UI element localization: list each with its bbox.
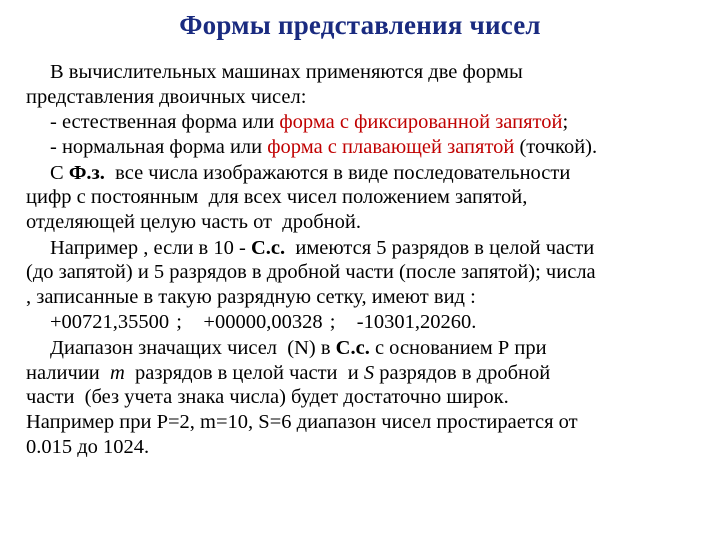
term-ss: С.с. [250, 236, 286, 259]
text-line: 0.015 до 1024. [26, 435, 150, 458]
paragraph-range [26, 336, 702, 460]
paragraph-fixed-point [26, 161, 702, 235]
variable-m: m [109, 361, 125, 384]
highlight-fixed-point: форма с фиксированной запятой [279, 111, 563, 134]
list-item-natural-form [26, 110, 702, 135]
variable-s: S [363, 361, 375, 384]
example-numbers: +00721,35500 ; +00000,00328 ; -10301,20260. [50, 311, 477, 334]
paragraph-example [26, 236, 702, 310]
text-segment: с основанием Р при [369, 336, 547, 359]
text-line: (до запятой) и 5 разрядов в дробной части (после запятой); числа [26, 261, 596, 284]
slide-body [26, 60, 702, 460]
text-line: отделяющей целую часть от дробной. [26, 211, 361, 234]
text-segment: ; [562, 111, 569, 134]
text-line: цифр с постоянным для всех чисел положением запятой, [26, 186, 528, 209]
text-segment: (точкой). [514, 136, 598, 159]
text-line: части (без учета знака числа) будет достаточно широк. [26, 386, 509, 409]
list-item-normal-form [26, 135, 702, 160]
text-segment: - естественная форма или [50, 111, 280, 134]
text-segment: имеются 5 разрядов в целой части [285, 236, 595, 259]
text-segment: наличии [26, 361, 110, 384]
paragraph-numbers [26, 310, 702, 335]
text-line: Например при Р=2, m=10, S=6 диапазон чисел простирается от [26, 411, 578, 434]
text-segment: разрядов в целой части и [124, 361, 364, 384]
text-line: В вычислительных машинах применяются две формы [50, 61, 523, 83]
highlight-floating-point: форма с плавающей запятой [267, 136, 515, 159]
paragraph-intro [26, 60, 702, 110]
term-fz: Ф.з. [68, 161, 105, 184]
term-ss: С.с. [335, 336, 370, 359]
slide-title: Формы представления чисел [179, 10, 541, 40]
text-line: представления двоичных чисел: [26, 85, 307, 108]
text-segment: Например , если в 10 - [50, 236, 251, 259]
text-segment: все числа изображаются в виде последовательности [104, 161, 571, 184]
text-segment: Диапазон значащих чисел (N) в [50, 336, 336, 359]
text-segment: разрядов в дробной [374, 361, 551, 384]
text-line: , записанные в такую разрядную сетку, имеют вид : [26, 286, 476, 309]
text-segment: - нормальная форма или [50, 136, 268, 159]
text-segment: С [50, 161, 69, 184]
